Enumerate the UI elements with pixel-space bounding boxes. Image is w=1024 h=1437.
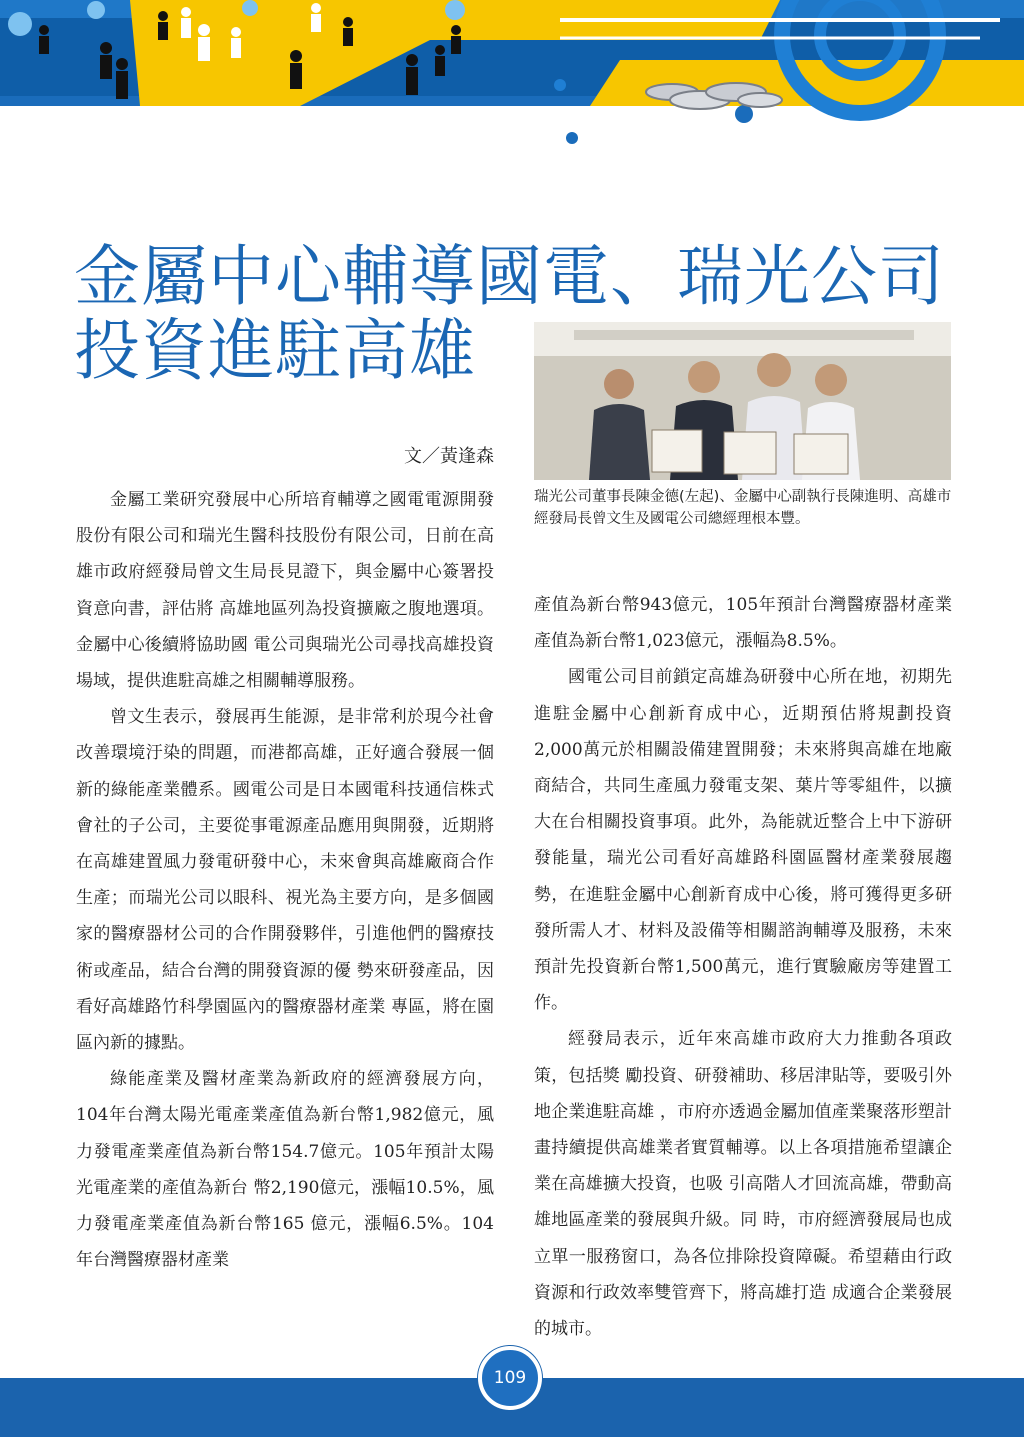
byline: 文／黃逢森	[404, 446, 494, 467]
article-title-line-1: 金屬中心輔導國電、瑞光公司	[74, 238, 945, 315]
header-banner	[0, 0, 1024, 110]
paragraph: 曾文生表示，發展再生能源，是非常利於現今社會改善環境汙染的問題，而港都高雄，正好適合發展一個新的綠能產業體系。國電公司是日本國電科技通信株式會社的子公司，主要從事電源產品應用與開發，近期將在高雄建置風力發電研發中心，未來會與高雄廠商合作生產；而瑞光公司以眼科、視光為主要方向，是多個國家的醫療器材公司的合作開發夥伴，引進他們的醫療技術或產品，結合台灣的開發資源的優 勢來研發產品，因看好高雄路竹科學園區內的醫療器材產業 專區，將在園區內新的據點。	[76, 707, 494, 1054]
photo-illustration	[534, 322, 951, 480]
article-body-right-column	[534, 587, 952, 1347]
paragraph: 國電公司目前鎖定高雄為研發中心所在地，初期先進駐金屬中心創新育成中心，近期預估將規劃投資2,000萬元於相關設備建置開發；未來將與高雄在地廠商結合，共同生產風力發電支架、葉片等零組件，以擴大在台相關投資事項。此外，為能就近整合上中下游研發能量，瑞光公司看好高雄路科園區醫材產業發展趨勢，在進駐金屬中心創新育成中心後，將可獲得更多研發所需人才、材料及設備等相關諮詢輔導及服務，未來預計先投資新台幣1,500萬元，進行實驗廠房等建置工作。	[534, 667, 952, 1014]
paragraph: 經發局表示，近年來高雄市政府大力推動各項政策，包括獎 勵投資、研發補助、移居津貼等，要吸引外地企業進駐高雄 ，市府亦透過金屬加值產業聚落形塑計畫持續提供高雄業者實質輔導。以上各項措施希望讓企業在高雄擴大投資，也吸 引高階人才回流高雄，帶動高雄地區產業的發展與升級。同 時，市府經濟發展局也成立單一服務窗口，為各位排除投資障礙。希望藉由行政資源和行政效率雙管齊下，將高雄打造 成適合企業發展的城市。	[534, 1029, 952, 1340]
header-illustration	[0, 0, 1024, 150]
page-number: 109	[493, 1368, 527, 1388]
article-body-left-column	[76, 482, 494, 1278]
paragraph: 產值為新台幣943億元，105年預計台灣醫療器材產業產值為新台幣1,023億元，漲幅為8.5%。	[534, 595, 952, 652]
article-title-line-2: 投資進駐高雄	[74, 312, 476, 389]
paragraph: 綠能產業及醫材產業為新政府的經濟發展方向，104年台灣太陽光電產業產值為新台幣1,982億元，風力發電產業產值為新台幣154.7億元。105年預計太陽光電產業的產值為新台 幣2,190億元，漲幅10.5%，風力發電產業產值為新台幣165 億元，漲幅6.5%。104年台灣醫療器材產業	[76, 1069, 494, 1271]
signing-ceremony-photo	[534, 322, 951, 480]
paragraph: 金屬工業研究發展中心所培育輔導之國電電源開發股份有限公司和瑞光生醫科技股份有限公司，日前在高雄市政府經發局曾文生局長見證下，與金屬中心簽署投資意向書，評估將 高雄地區列為投資擴廠之腹地選項。金屬中心後續將協助國 電公司與瑞光公司尋找高雄投資場域，提供進駐高雄之相關輔導服務。	[76, 490, 494, 692]
photo-caption: 瑞光公司董事長陳金德(左起)、金屬中心副執行長陳進明、高雄市經發局長曾文生及國電公司總經理根本豐。	[534, 489, 952, 527]
